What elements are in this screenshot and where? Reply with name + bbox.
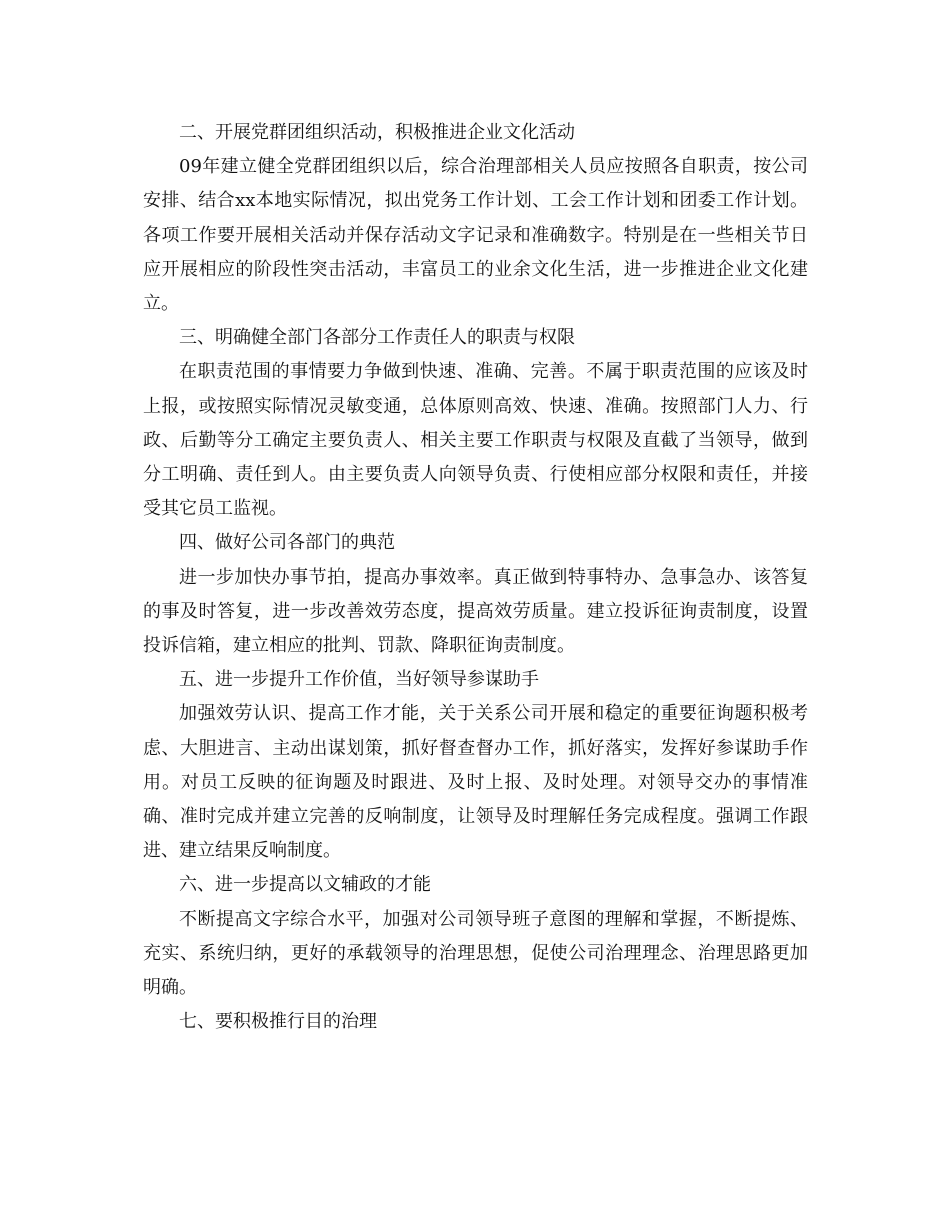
section-heading: 二、开展党群团组织活动，积极推进企业文化活动 (179, 122, 575, 143)
section-heading: 三、明确健全部门各部分工作责任人的职责与权限 (179, 327, 575, 349)
section-heading: 四、做好公司各部门的典范 (179, 532, 395, 554)
section-heading: 五、进一步提升工作价值，当好领导参谋助手 (179, 669, 539, 691)
section-paragraph: 进一步加快办事节拍，提高办事效率。真正做到特事特办、急事急办、该答复的事及时答复，进一步改善效劳态度，提高效劳质量。建立投诉征询责制度，设置投诉信箱，建立相应的批判、罚款、降职征询责制度。 (143, 566, 808, 657)
section-heading: 六、进一步提高以文辅政的才能 (179, 874, 431, 896)
section-paragraph: 09年建立健全党群团组织以后，综合治理部相关人员应按照各自职责，按公司安排、结合xx本地实际情况，拟出党务工作计划、工会工作计划和团委工作计划。各项工作要开展相关活动并保存活动文字记录和准确数字。特别是在一些相关节日应开展相应的阶段性突击活动，丰富员工的业余文化生活，进一步推进企业文化建立。 (143, 156, 808, 315)
section-heading: 七、要积极推行目的治理 (179, 1011, 377, 1033)
section-paragraph: 不断提高文字综合水平，加强对公司领导班子意图的理解和掌握，不断提炼、充实、系统归纳，更好的承载领导的治理思想，促使公司治理理念、治理思路更加明确。 (143, 908, 808, 999)
section-paragraph: 加强效劳认识、提高工作才能，关于关系公司开展和稳定的重要征询题积极考虑、大胆进言、主动出谋划策，抓好督查督办工作，抓好落实，发挥好参谋助手作用。对员工反映的征询题及时跟进、及时上报、及时处理。对领导交办的事情准确、准时完成并建立完善的反响制度，让领导及时理解任务完成程度。强调工作跟进、建立结果反响制度。 (143, 703, 808, 862)
section-paragraph: 在职责范围的事情要力争做到快速、准确、完善。不属于职责范围的应该及时上报，或按照实际情况灵敏变通，总体原则高效、快速、准确。按照部门人力、行政、后勤等分工确定主要负责人、相关主要工作职责与权限及直截了当领导，做到分工明确、责任到人。由主要负责人向领导负责、行使相应部分权限和责任，并接受其它员工监视。 (143, 361, 808, 520)
document-body (143, 116, 808, 1039)
